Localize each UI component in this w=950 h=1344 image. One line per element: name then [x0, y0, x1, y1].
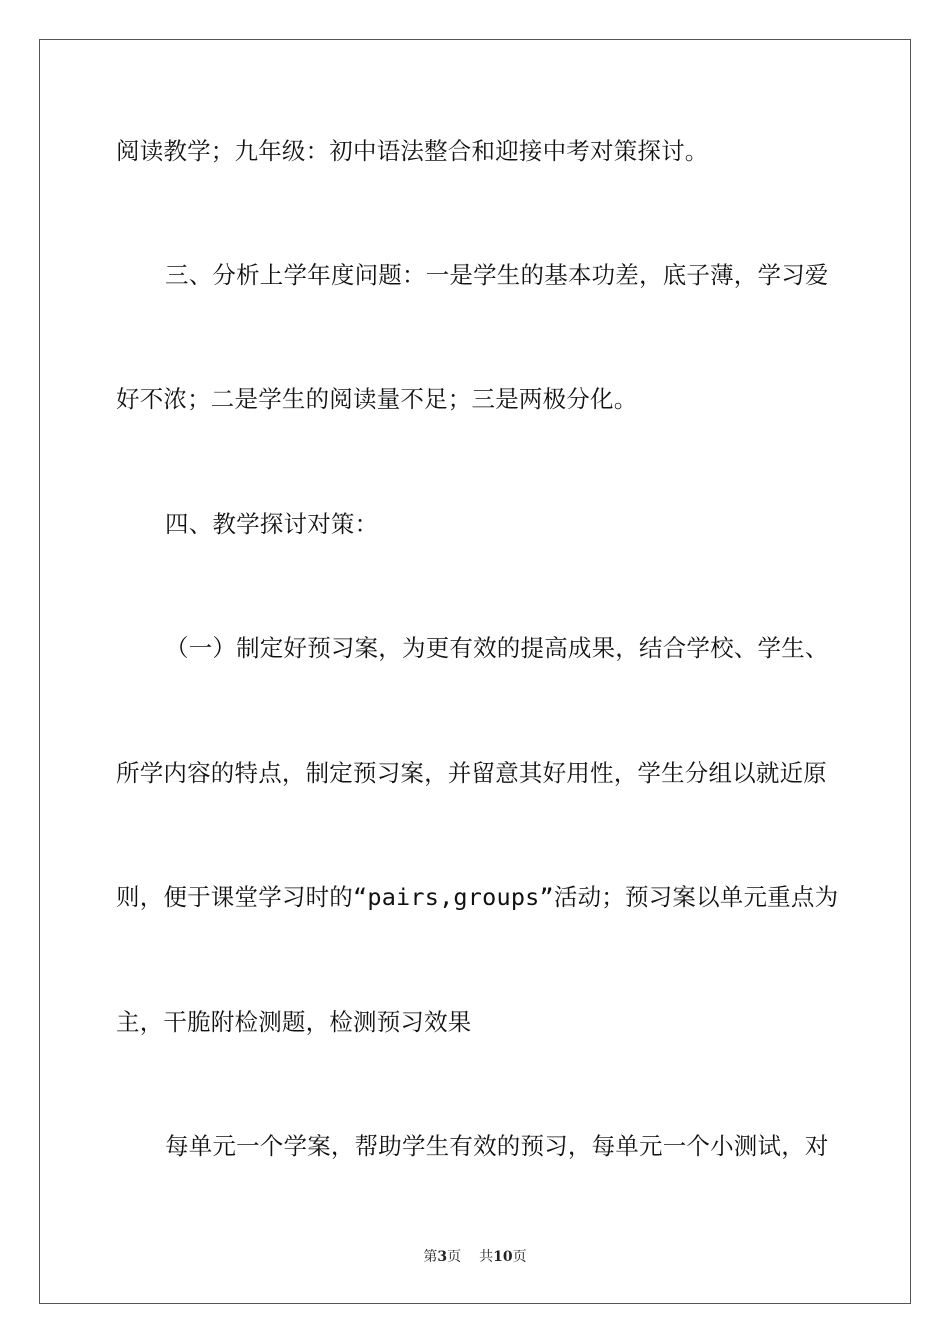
footer-page-number: 3	[437, 1249, 448, 1265]
page-footer	[0, 1248, 950, 1266]
footer-page-prefix: 第	[423, 1249, 438, 1265]
footer-page-suffix: 页	[447, 1249, 462, 1265]
body-line-9: 每单元一个学案，帮助学生有效的预习，每单元一个小测试，对	[165, 1132, 829, 1160]
body-line-6: 所学内容的特点，制定预习案，并留意其好用性，学生分组以就近原	[116, 759, 827, 787]
footer-total-pages: 10	[493, 1249, 513, 1265]
body-line-1: 阅读教学；九年级：初中语法整合和迎接中考对策探讨。	[116, 137, 709, 165]
body-line-3: 好不浓；二是学生的阅读量不足；三是两极分化。	[116, 385, 638, 413]
body-line-2: 三、分析上学年度问题：一是学生的基本功差，底子薄，学习爱	[165, 261, 829, 289]
body-line-5: （一）制定好预习案，为更有效的提高成果，结合学校、学生、	[165, 634, 829, 662]
footer-total-suffix: 页	[512, 1249, 527, 1265]
footer-total-prefix: 共	[479, 1249, 494, 1265]
page-border	[39, 39, 911, 1304]
body-line-4: 四、教学探讨对策：	[165, 510, 379, 538]
body-line-8: 主，干脆附检测题，检测预习效果	[116, 1008, 472, 1036]
body-line-7: 则，便于课堂学习时的“pairs,groups”活动；预习案以单元重点为	[116, 883, 839, 911]
